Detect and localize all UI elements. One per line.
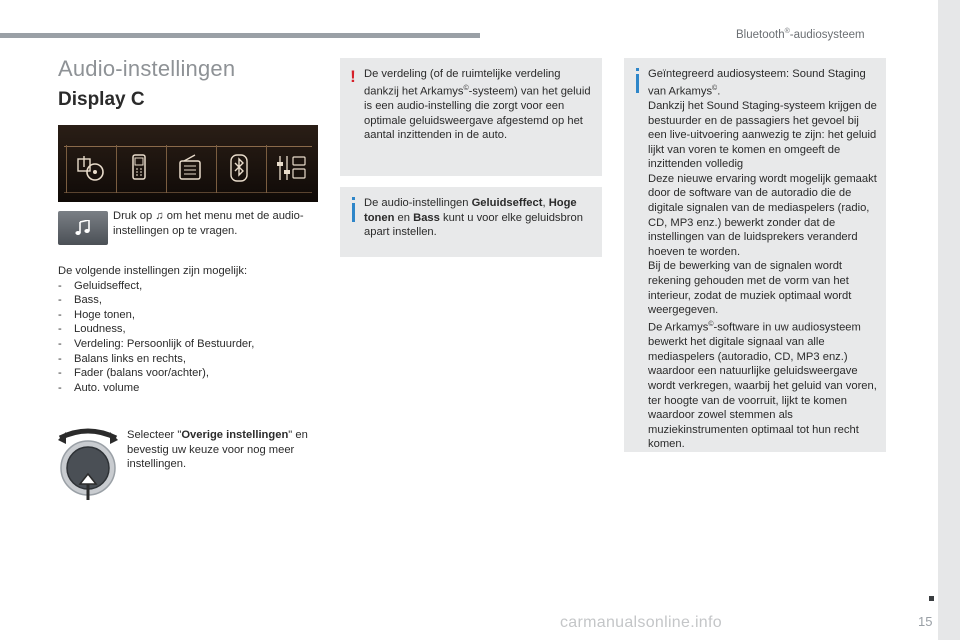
page-end-marker bbox=[929, 596, 934, 601]
settings-tile bbox=[266, 145, 310, 193]
bluetooth-icon bbox=[225, 153, 253, 183]
rotary-knob-icon bbox=[56, 426, 120, 504]
list-item: - Bass, bbox=[58, 293, 318, 308]
list-item: - Geluidseffect, bbox=[58, 279, 318, 294]
settings-list bbox=[58, 279, 318, 396]
druk-instruction: Druk op ♫ om het menu met de audio-instellingen op te vragen. bbox=[113, 210, 304, 237]
warning-icon: ! bbox=[350, 67, 356, 86]
header-bar bbox=[0, 33, 480, 38]
settings-list-intro: De volgende instellingen zijn mogelijk: bbox=[58, 265, 248, 277]
info-text: De audio-instellingen Geluidseffect, Hoge tonen en Bass kunt u voor elke geluidsbron apart instellen. bbox=[364, 197, 583, 239]
list-item: - Fader (balans voor/achter), bbox=[58, 366, 318, 381]
media-tile bbox=[66, 145, 110, 193]
list-item: - Balans links en rechts, bbox=[58, 352, 318, 367]
music-note-inline-icon: ♫ bbox=[155, 210, 164, 222]
list-item: - Verdeling: Persoonlijk of Bestuurder, bbox=[58, 337, 318, 352]
phone-tile bbox=[116, 145, 160, 193]
media-icon bbox=[75, 153, 107, 183]
bluetooth-tile bbox=[216, 145, 260, 193]
list-item: - Loudness, bbox=[58, 322, 318, 337]
page-subtitle: Display C bbox=[58, 89, 145, 110]
page-edge-strip bbox=[938, 0, 960, 640]
page-number: 15 bbox=[918, 614, 933, 629]
select-instruction: Selecteer "Overige instellingen" en bevestig uw keuze voor nog meer instellingen. bbox=[127, 429, 308, 471]
info-box bbox=[340, 187, 602, 257]
watermark: carmanualsonline.info bbox=[560, 614, 722, 631]
display-screen-illustration bbox=[58, 125, 318, 202]
music-note-icon bbox=[74, 220, 92, 236]
info-icon bbox=[352, 203, 355, 222]
sound-staging-text: Geïntegreerd audiosysteem: Sound Staging van Arkamys©. Dankzij het Sound Staging-systeem krijgen de bestuurder en de passagiers het gevoel bij een live-uitvoering aanwezig te zijn: het geluid lijkt van voren te komen en omgeeft de inzittenden volledig Deze nieuwe ervaring wordt mogelijk gemaakt door de software van de autoradio die de digitale signalen van de mediaspelers (radio, CD, MP3 enz.) bewerkt zonder dat de instellingen van de luidsprekers veranderd hoeven te worden. Bij de bewerking van de signalen wordt rekening gehouden met de vorm van het interieur, zodat de muziek optimaal wordt weergegeven. De Arkamys©-software in uw audiosysteem bewerkt het digitale signaal van alle mediaspelers (autoradio, CD, MP3 enz.) waardoor een natuurlijke geluidsweergave wordt verkregen, waarbij het geluid van voren, ter hoogte van de voorruit, lijkt te komen waardoor zowel stemmen als muziekinstrumenten optimaal tot hun recht komen. bbox=[648, 68, 877, 451]
settings-icon bbox=[275, 153, 309, 183]
page-title: Audio-instellingen bbox=[58, 56, 236, 81]
radio-tile bbox=[166, 145, 210, 193]
warning-text: De verdeling (of de ruimtelijke verdeling dankzij het Arkamys©-systeem) van het geluid is een audio-instelling die zorgt voor een optimale geluidsweergave afgestemd op het aantal inzittenden in de auto. bbox=[364, 68, 591, 142]
sound-staging-info-box bbox=[624, 58, 886, 452]
warning-box bbox=[340, 58, 602, 176]
list-item: - Auto. volume bbox=[58, 381, 318, 396]
info-icon bbox=[636, 74, 639, 93]
phone-icon bbox=[125, 153, 153, 183]
music-menu-button bbox=[58, 211, 108, 245]
section-header: Bluetooth®-audiosysteem bbox=[736, 28, 865, 41]
radio-icon bbox=[175, 153, 205, 183]
settings-list-block bbox=[58, 264, 318, 395]
list-item: - Hoge tonen, bbox=[58, 308, 318, 323]
